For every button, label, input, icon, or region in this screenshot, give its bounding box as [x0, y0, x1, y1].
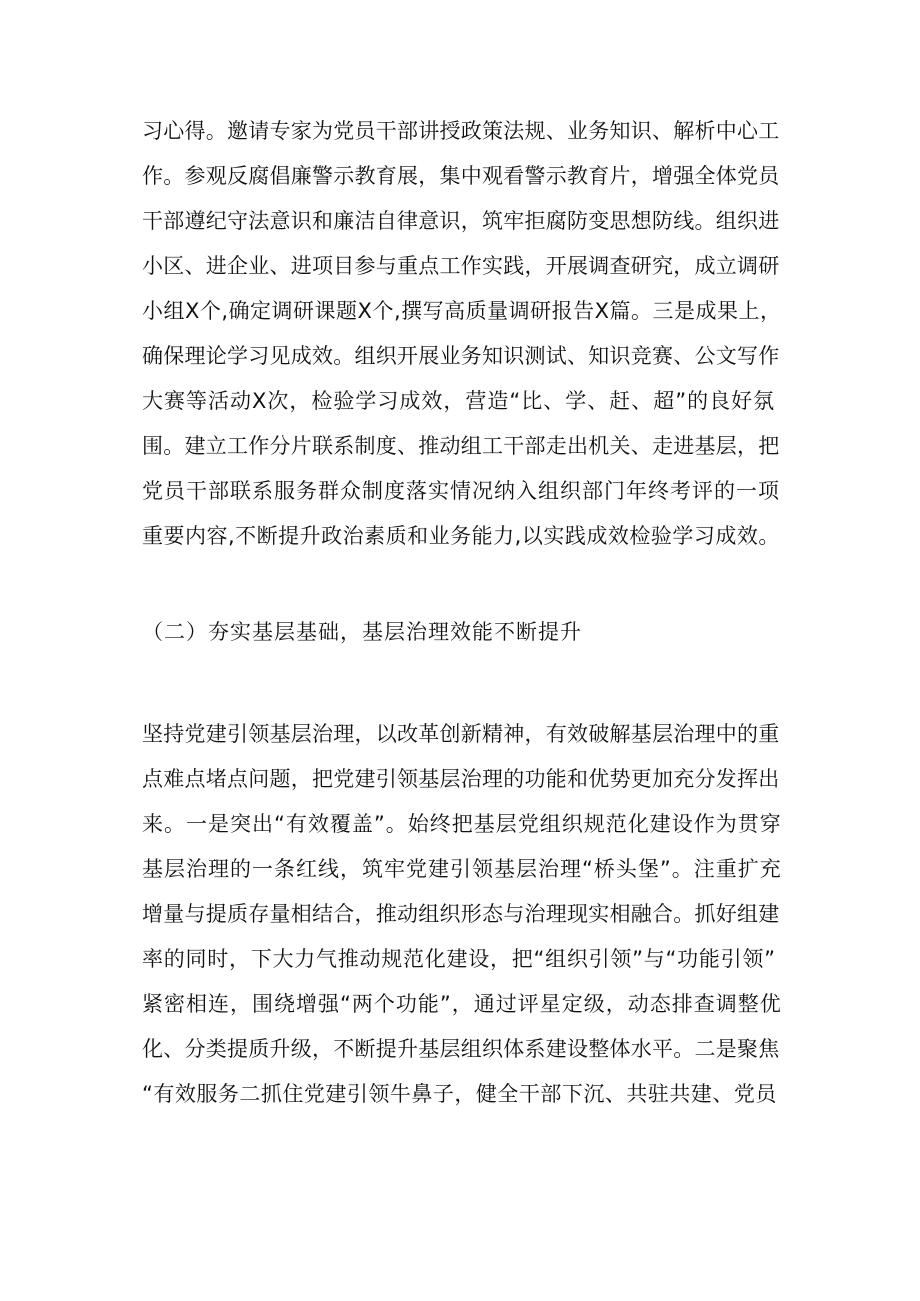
text-line: 作。参观反腐倡廉警示教育展，集中观看警示教育片，增强全体党员 — [142, 164, 780, 188]
text-line: 确保理论学习见成效。组织开展业务知识测试、知识竞赛、公文写作 — [142, 344, 780, 368]
text-line: “有效服务二抓住党建引领牛鼻子，健全干部下沉、共驻共建、党员 — [142, 1082, 777, 1106]
text-line: 习心得。邀请专家为党员干部讲授政策法规、业务知识、解析中心工 — [142, 119, 780, 143]
text-line: 紧密相连，围绕增强“两个功能”，通过评星定级，动态排查调整优 — [142, 992, 782, 1016]
text-line: 党员干部联系服务群众制度落实情况纳入组织部门年终考评的一项 — [142, 479, 780, 503]
section-heading: （二）夯实基层基础，基层治理效能不断提升 — [142, 620, 582, 644]
text-line: 大赛等活动X次，检验学习成效，营造“比、学、赶、超”的良好氛 — [142, 389, 776, 413]
text-line: 来。一是突出“有效覆盖”。始终把基层党组织规范化建设作为贯穿 — [142, 812, 782, 836]
text-line: 率的同时，下大力气推动规范化建设，把“组织引领”与“功能引领” — [142, 947, 776, 971]
text-line: 坚持党建引领基层治理，以改革创新精神，有效破解基层治理中的重 — [142, 722, 780, 746]
text-line: 重要内容,不断提升政治素质和业务能力,以实践成效检验学习成效。 — [142, 524, 780, 548]
text-line: 干部遵纪守法意识和廉洁自律意识，筑牢拒腐防变思想防线。组织进 — [142, 209, 780, 233]
text-line: 基层治理的一条红线，筑牢党建引领基层治理“桥头堡”。注重扩充 — [142, 857, 782, 881]
text-line: 点难点堵点问题，把党建引领基层治理的功能和优势更加充分发挥出 — [142, 767, 780, 791]
text-line: 增量与提质存量相结合，推动组织形态与治理现实相融合。抓好组建 — [142, 902, 780, 926]
text-line: 化、分类提质升级，不断提升基层组织体系建设整体水平。二是聚焦 — [142, 1037, 780, 1061]
text-line: 小区、进企业、进项目参与重点工作实践，开展调查研究，成立调研 — [142, 254, 780, 278]
text-line: 围。建立工作分片联系制度、推动组工干部走出机关、走进基层，把 — [142, 434, 780, 458]
text-line: 小组X个,确定调研课题X个,撰写高质量调研报告X篇。三是成果上， — [142, 299, 782, 323]
